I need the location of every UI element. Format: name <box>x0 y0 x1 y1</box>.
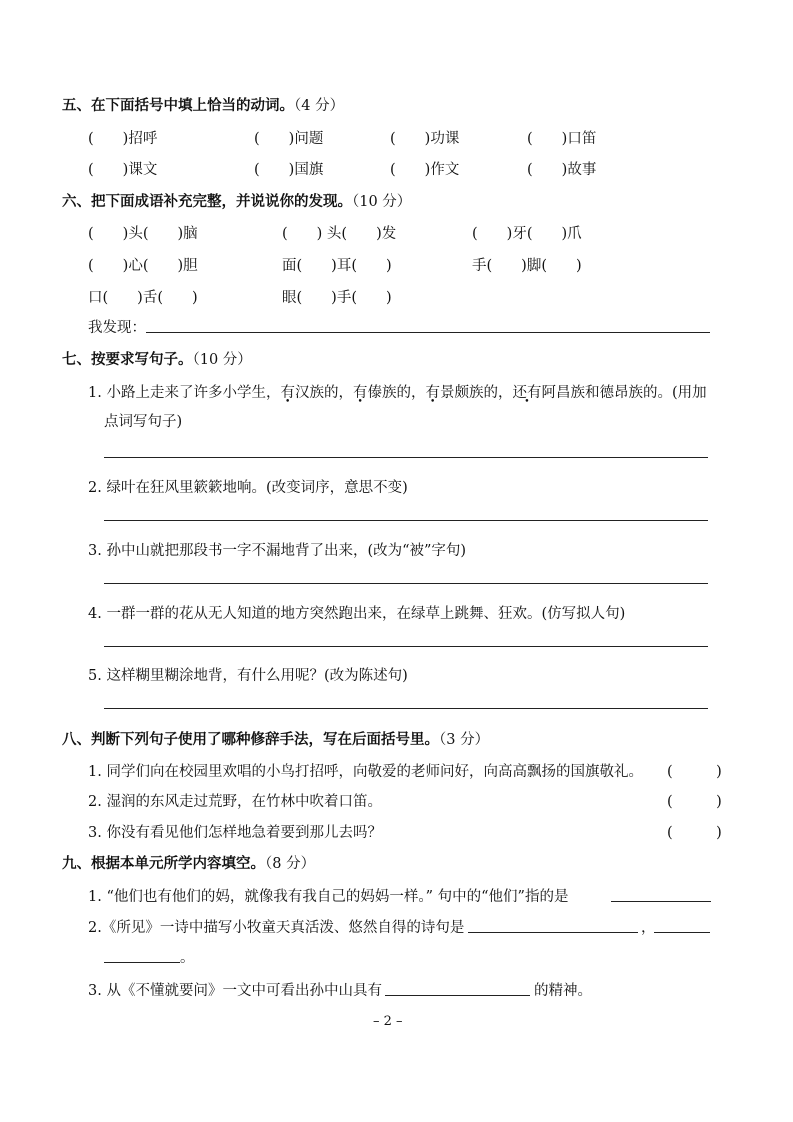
section-5-score: （4 分） <box>294 98 345 114</box>
s7-q1-dotted-you-1: 有 <box>280 385 295 401</box>
s6-idiom-3: ( )牙( )爪 <box>472 226 582 242</box>
s7-q1-cont: 点词写句子) <box>104 414 183 430</box>
s7-q3: 3. 孙中山就把那段书一字不漏地背了出来，(改为“被”字句) <box>88 543 467 559</box>
s8-q2: 2. 湿润的东风走过荒野，在竹林中吹着口笛。 <box>88 794 382 810</box>
s9-q2-period: 。 <box>180 950 195 966</box>
s7-q1-dotted-you-2: 有 <box>352 385 368 401</box>
s5-item-2: ( )问题 <box>254 131 324 147</box>
s5-item-6: ( )国旗 <box>254 162 324 178</box>
s9-q2-blank-2[interactable] <box>654 932 710 933</box>
s8-q3: 3. 你没有看见他们怎样地急着要到那儿去吗？ <box>88 825 382 841</box>
page-number: – 2 – <box>373 1014 403 1029</box>
s6-answer-line[interactable] <box>146 332 710 333</box>
s7-q1-text-b: 汉族的， <box>294 385 353 401</box>
s9-q1-blank[interactable] <box>611 901 711 902</box>
s5-item-4: ( )口笛 <box>527 131 597 147</box>
s8-q1: 1. 同学们向在校园里欢唱的小鸟打招呼，向敬爱的老师问好，向高高飘扬的国旗敬礼。 <box>88 764 643 780</box>
section-6-title <box>62 190 411 211</box>
s7-q4-answer-line[interactable] <box>104 646 708 647</box>
s5-item-7: ( )作文 <box>390 162 460 178</box>
s7-q5-answer-line[interactable] <box>104 708 708 709</box>
s6-found-label: 我发现： <box>88 320 146 336</box>
s5-item-3: ( )功课 <box>390 131 460 147</box>
section-5-heading: 五、在下面括号中填上恰当的动词。 <box>62 97 294 114</box>
s9-q1: 1. “他们也有他们的妈，就像我有我自己的妈妈一样。” 句中的“他们”指的是 <box>88 889 569 905</box>
s6-idiom-5: 面( )耳( ) <box>282 258 392 274</box>
s8-q1-answer-paren[interactable]: ( ) <box>667 764 722 780</box>
s7-q1-text-c: 傣族的， <box>367 385 426 401</box>
s7-q1-dotted-haiyou: 还有 <box>512 385 542 401</box>
s7-q2-answer-line[interactable] <box>104 520 708 521</box>
s6-idiom-4: ( )心( )胆 <box>88 258 198 274</box>
s8-q3-answer-paren[interactable]: ( ) <box>667 825 722 841</box>
s9-q2-blank-1[interactable] <box>468 932 638 933</box>
section-7-heading: 七、按要求写句子。 <box>62 351 193 368</box>
s7-q4: 4. 一群一群的花从无人知道的地方突然跑出来，在绿草上跳舞、狂欢。(仿写拟人句) <box>88 606 626 622</box>
section-9-score: （8 分） <box>265 856 316 872</box>
s7-q1-text-d: 景颇族的， <box>439 385 513 401</box>
s9-q3-post: 的精神。 <box>534 983 592 999</box>
section-7-title <box>62 348 252 369</box>
s9-q3-blank[interactable] <box>385 995 530 996</box>
s6-idiom-2: ( ) 头( )发 <box>282 226 397 242</box>
s8-q2-answer-paren[interactable]: ( ) <box>667 794 722 810</box>
s7-q2: 2. 绿叶在狂风里簌簌地响。(改变词序，意思不变) <box>88 480 408 496</box>
s9-q2-comma: ， <box>641 920 656 936</box>
s5-item-8: ( )故事 <box>527 162 597 178</box>
s7-q1 <box>88 381 707 402</box>
s9-q2: 2.《所见》一诗中描写小牧童天真活泼、悠然自得的诗句是 <box>88 920 465 936</box>
s7-q3-answer-line[interactable] <box>104 583 708 584</box>
section-9-heading: 九、根据本单元所学内容填空。 <box>62 855 265 872</box>
s6-idiom-7: 口( )舌( ) <box>88 290 198 306</box>
s7-q5: 5. 这样糊里糊涂地背，有什么用呢？(改为陈述句) <box>88 668 408 684</box>
s9-q2-blank-3[interactable] <box>104 962 180 963</box>
s9-q3-pre: 3. 从《不懂就要问》一文中可看出孙中山具有 <box>88 983 382 999</box>
section-9-title <box>62 852 315 873</box>
section-8-title <box>62 728 489 749</box>
s7-q1-dotted-you-3: 有 <box>425 385 440 401</box>
s7-q1-text-a: 1. 小路上走来了许多小学生， <box>88 385 281 401</box>
s6-idiom-8: 眼( )手( ) <box>282 290 392 306</box>
section-7-score: （10 分） <box>192 352 252 368</box>
s5-item-5: ( )课文 <box>88 162 158 178</box>
section-8-score: （3 分） <box>439 732 490 748</box>
s5-item-1: ( )招呼 <box>88 131 158 147</box>
section-6-score: （10 分） <box>352 194 412 210</box>
section-5-title <box>62 94 344 115</box>
section-8-heading: 八、判断下列句子使用了哪种修辞手法，写在后面括号里。 <box>62 731 439 748</box>
section-6-heading: 六、把下面成语补充完整，并说说你的发现。 <box>62 193 352 210</box>
s7-q1-text-e: 阿昌族和德昂族的。(用加 <box>541 385 707 401</box>
s6-idiom-1: ( )头( )脑 <box>88 226 198 242</box>
s6-idiom-6: 手( )脚( ) <box>472 258 582 274</box>
s7-q1-answer-line[interactable] <box>104 457 708 458</box>
